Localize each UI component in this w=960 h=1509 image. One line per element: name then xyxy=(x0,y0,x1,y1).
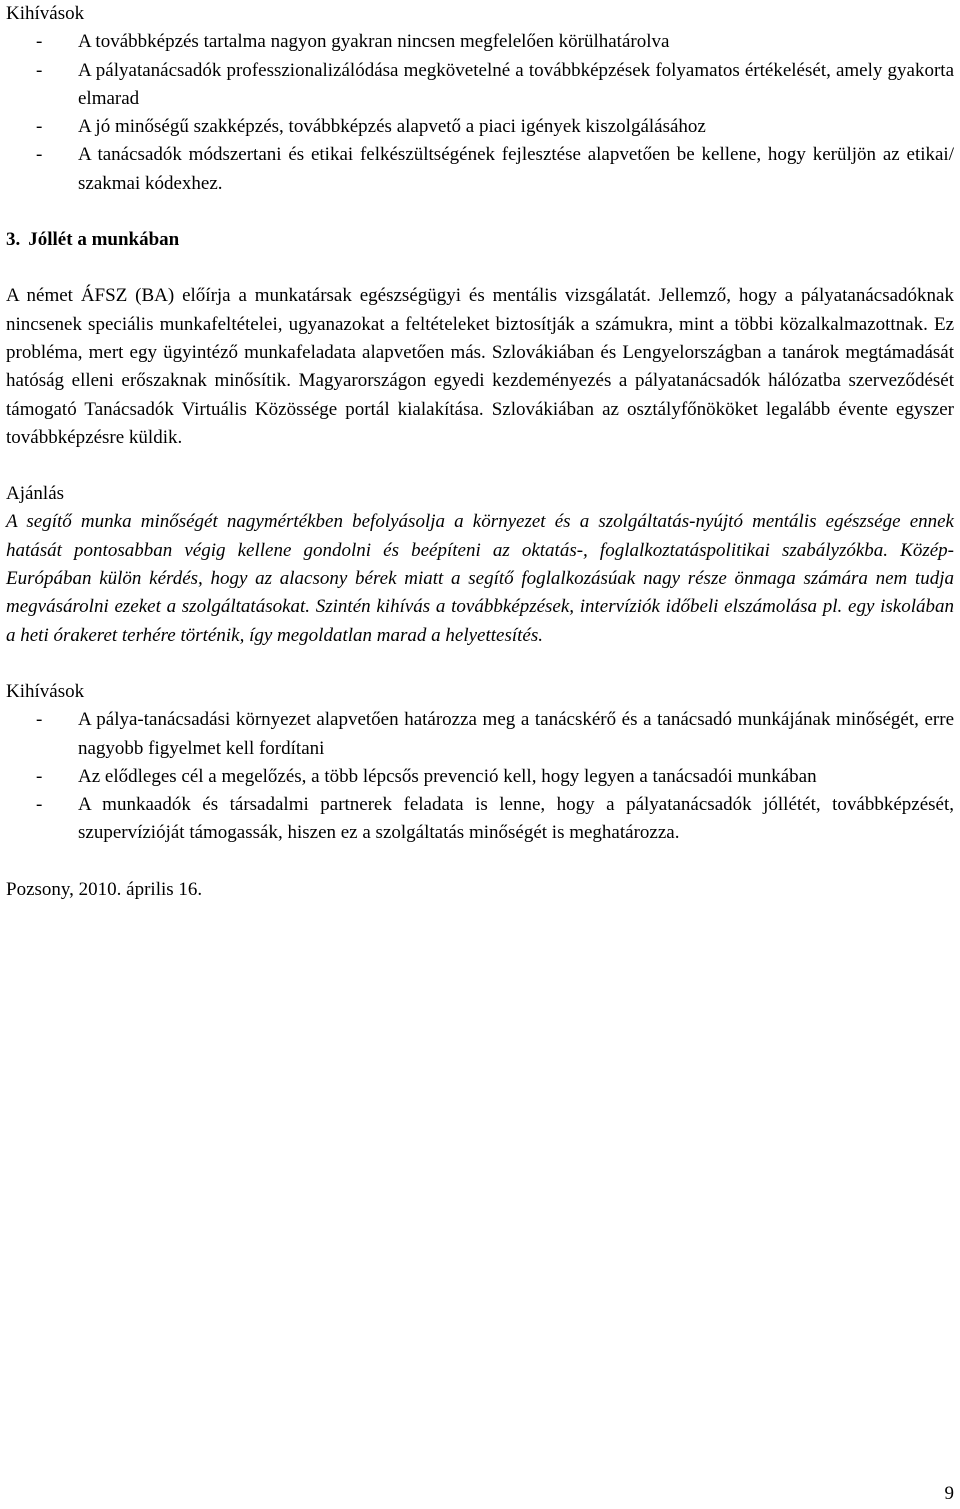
section-title-text: Jóllét a munkában xyxy=(28,229,180,251)
challenges-section-2 xyxy=(6,678,954,848)
list-item: - A jó minőségű szakképzés, továbbképzés alapvető a piaci igények kiszolgálásához xyxy=(6,113,954,141)
challenges-list xyxy=(6,28,954,198)
list-item: - Az elődleges cél a megelőzés, a több lépcsős prevenció kell, hogy legyen a tanácsadói munkában xyxy=(6,763,954,791)
closing-line: Pozsony, 2010. április 16. xyxy=(6,878,203,900)
section-number: 3. xyxy=(6,229,21,251)
list-item: - A pálya-tanácsadási környezet alapvetően határozza meg a tanácskérő és a tanácsadó munkájának minőségét, erre nagyobb figyelmet kell fordítani xyxy=(6,706,954,763)
section-title xyxy=(6,226,954,254)
challenges-heading: Kihívások xyxy=(6,3,85,24)
challenges-heading: Kihívások xyxy=(6,680,85,702)
section-paragraph: A német ÁFSZ (BA) előírja a munkatársak egészségügyi és mentális vizsgálatát. Jellemző, hogy a pályatanácsadóknak nincsenek speciális munkafeltételei, ugyanazokat a feltételeket biztosítják a számukra, mint a többi közalkalmazottnak. Ez probléma, mert egy ügyintéző munkafeladata alapvetően más. Szlovákiában és Lengyelországban a tanárok megtámadását hatóság elleni erőszaknak minősítik. Magyarországon egyedi kezdeményezés a pályatanácsadók hálózatba szerveződését támogató Tanácsadók Virtuális Közössége portál kialakítása. Szlovákiában az osztályfőnököket legalább évente egyszer továbbképzésre küldik. xyxy=(6,285,954,448)
document-page xyxy=(6,0,954,904)
challenges-section-1 xyxy=(6,0,954,198)
list-item: - A pályatanácsadók professzionalizálódása megkövetelné a továbbképzések folyamatos értékelését, amely gyakorta elmarad xyxy=(6,57,954,114)
list-item: - A továbbképzés tartalma nagyon gyakran nincsen megfelelően körülhatárolva xyxy=(6,28,954,56)
recommendation-section xyxy=(6,480,954,650)
recommendation-text: A segítő munka minőségét nagymértékben befolyásolja a környezet és a szolgáltatás-nyújtó mentális egészsége ennek hatását pontosabban végig kellene gondolni és beépíteni az oktatás-, foglalkoztatáspolitikai szabályzókba. Közép-Európában külön kérdés, hogy az alacsony bérek miatt a segítő foglalkozásúak nagy része önmaga számára nem tudja megvásárolni ezeket a szolgáltatásokat. Szintén kihívás a továbbképzések, intervíziók időbeli elszámolása pl. egy iskolában a heti órakeret terhére történik, így megoldatlan marad a helyettesítés. xyxy=(6,511,954,646)
recommendation-heading: Ajánlás xyxy=(6,483,65,505)
section-3 xyxy=(6,226,954,452)
page-number: 9 xyxy=(944,1483,954,1504)
list-item: - A munkaadók és társadalmi partnerek feladata is lenne, hogy a pályatanácsadók jóllétét, továbbképzését, szupervízióját támogassák, hiszen ez a szolgáltatás minőségét is meghatározza. xyxy=(6,791,954,848)
challenges-list xyxy=(6,706,954,847)
list-item: - A tanácsadók módszertani és etikai felkészültségének fejlesztése alapvetően be kellene, hogy kerüljön az etikai/ szakmai kódexhez. xyxy=(6,141,954,198)
